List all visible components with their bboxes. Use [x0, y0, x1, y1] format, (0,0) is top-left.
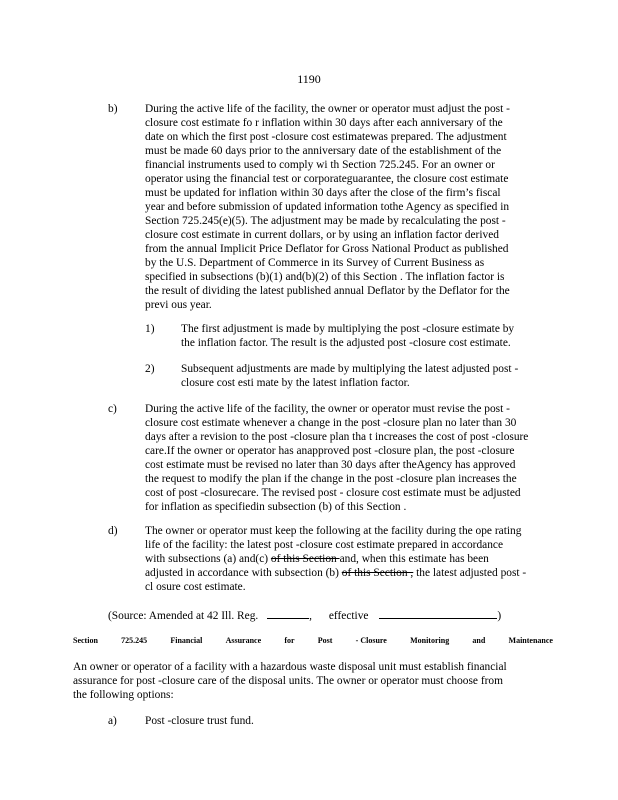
section-title-word: Monitoring: [410, 636, 450, 645]
paragraph-c-line: cost estimate must be revised no later than 30 days after theAgency has approved: [145, 459, 516, 471]
paragraph-b-line: year and before submission of updated information tothe Agency as specified in: [145, 201, 510, 213]
paragraph-d: [145, 524, 533, 594]
d-line4-text-b: the latest adjusted post -: [413, 567, 527, 579]
page-number: 1190: [297, 72, 321, 86]
effective-label: effective: [328, 610, 369, 622]
effective-date-blank: [379, 607, 497, 619]
paragraph-b-line: must be made 60 days prior to the anniversary date of the establishment of the: [145, 145, 502, 157]
section-title-word: Maintenance: [508, 636, 553, 645]
paragraph-d-line: [145, 552, 533, 566]
source-note: [108, 607, 501, 623]
paragraph-d-label: d): [108, 525, 118, 537]
section-title-word: Assurance: [225, 636, 262, 645]
deleted-text: of this Section ,: [341, 567, 414, 579]
subparagraph-b2: [181, 362, 533, 390]
section-number: 725.245: [121, 636, 148, 645]
paragraph-b-line: financial instruments used to comply wi th Section 725.245. For an owner or: [145, 159, 495, 171]
subparagraph-b1-line: The first adjustment is made by multiplying the post -closure estimate by: [181, 323, 515, 335]
paragraph-c-line: for inflation as specifiedin subsection (b) of this Section .: [145, 501, 407, 513]
subparagraph-b2-label: 2): [145, 363, 155, 375]
paragraph-c-line: During the active life of the facility, the owner or operator must revise the post -: [145, 403, 510, 415]
paragraph-b-line: closure cost estimate fo r inflation within 30 days after each anniversary of the: [145, 117, 503, 129]
section-heading: [73, 634, 553, 648]
section-title-word: for: [284, 636, 295, 645]
section-word: Section: [73, 636, 98, 645]
subparagraph-b2-line: Subsequent adjustments are made by multiplying the latest adjusted post -: [181, 363, 519, 375]
intro-paragraph: [73, 660, 533, 702]
paragraph-b-line: previ ous year.: [145, 299, 212, 311]
paragraph-d-line: cl osure cost estimate.: [145, 581, 246, 593]
subparagraph-b2-line: closure cost esti mate by the latest inflation factor.: [181, 377, 410, 389]
paragraph-b-line: specified in subsections (b)(1) and(b)(2) of this Section . The inflation factor is: [145, 271, 505, 283]
paragraph-b-line: by the U.S. Department of Commerce in its Survey of Current Business as: [145, 257, 485, 269]
paragraph-b-line: date on which the first post -closure cost estimatewas prepared. The adjustment: [145, 131, 507, 143]
intro-line: assurance for post -closure care of the disposal units. The owner or operator must choose from: [73, 675, 503, 687]
paragraph-c: [145, 402, 533, 514]
d-line3-text-b: and, when this estimate has been: [339, 553, 489, 565]
paragraph-b-line: must be updated for inflation within 30 days after the close of the firm’s fiscal: [145, 187, 501, 199]
paragraph-b-line: operator using the financial test or corporateguarantee, the closure cost estimate: [145, 173, 509, 185]
section-title-word: Post: [317, 636, 333, 645]
deleted-text: of this Section: [270, 553, 340, 565]
paragraph-c-line: the request to modify the plan if the change in the post -closure plan increases the: [145, 473, 517, 485]
paragraph-c-line: care.If the owner or operator has anapproved post -closure plan, the post -closure: [145, 445, 515, 457]
paragraph-b-line: from the annual Implicit Price Deflator for Gross National Product as published: [145, 243, 509, 255]
source-text: (Source: Amended at 42 Ill. Reg.: [108, 610, 259, 622]
paragraph-d-line: [145, 566, 533, 580]
paragraph-c-line: days after a revision to the post -closure plan tha t increases the cost of post -closure: [145, 431, 529, 443]
paragraph-b-line: During the active life of the facility, the owner or operator must adjust the post -: [145, 103, 510, 115]
source-comma: ,: [309, 610, 312, 622]
source-close: ): [497, 610, 502, 622]
paragraph-b-line: the result of dividing the latest published annual Deflator by the Deflator for the: [145, 285, 510, 297]
d-line3-text: with subsections (a) and(c): [145, 553, 271, 565]
paragraph-b: [145, 102, 533, 312]
paragraph-b-line: Section 725.245(e)(5). The adjustment may be made by recalculating the post -: [145, 215, 506, 227]
paragraph-c-line: closure cost estimate whenever a change in the post -closure plan no later than 30: [145, 417, 517, 429]
paragraph-b-line: closure cost estimate in current dollars, or by using an inflation factor derived: [145, 229, 499, 241]
section-title-word: - Closure: [355, 636, 387, 645]
item-a-text: Post -closure trust fund.: [145, 715, 254, 727]
subparagraph-b1-line: the inflation factor. The result is the adjusted post -closure cost estimate.: [181, 337, 511, 349]
d-line4-text: adjusted in accordance with subsection (b): [145, 567, 342, 579]
intro-line: An owner or operator of a facility with a hazardous waste disposal unit must establish financial: [73, 661, 507, 673]
paragraph-c-line: cost of post -closurecare. The revised post - closure cost estimate must be adjusted: [145, 487, 521, 499]
paragraph-c-label: c): [108, 403, 117, 415]
intro-line: the following options:: [73, 689, 174, 701]
paragraph-d-line: life of the facility: the latest post -closure cost estimate prepared in accordance: [145, 539, 504, 551]
register-volume-blank: [267, 607, 309, 619]
paragraph-d-line: The owner or operator must keep the following at the facility during the ope rating: [145, 525, 522, 537]
section-title-word: Financial: [170, 636, 203, 645]
paragraph-b-label: b): [108, 103, 118, 115]
subparagraph-b1-label: 1): [145, 323, 155, 335]
subparagraph-b1: [181, 322, 533, 350]
section-title-word: and: [472, 636, 486, 645]
item-a-label: a): [108, 715, 117, 727]
